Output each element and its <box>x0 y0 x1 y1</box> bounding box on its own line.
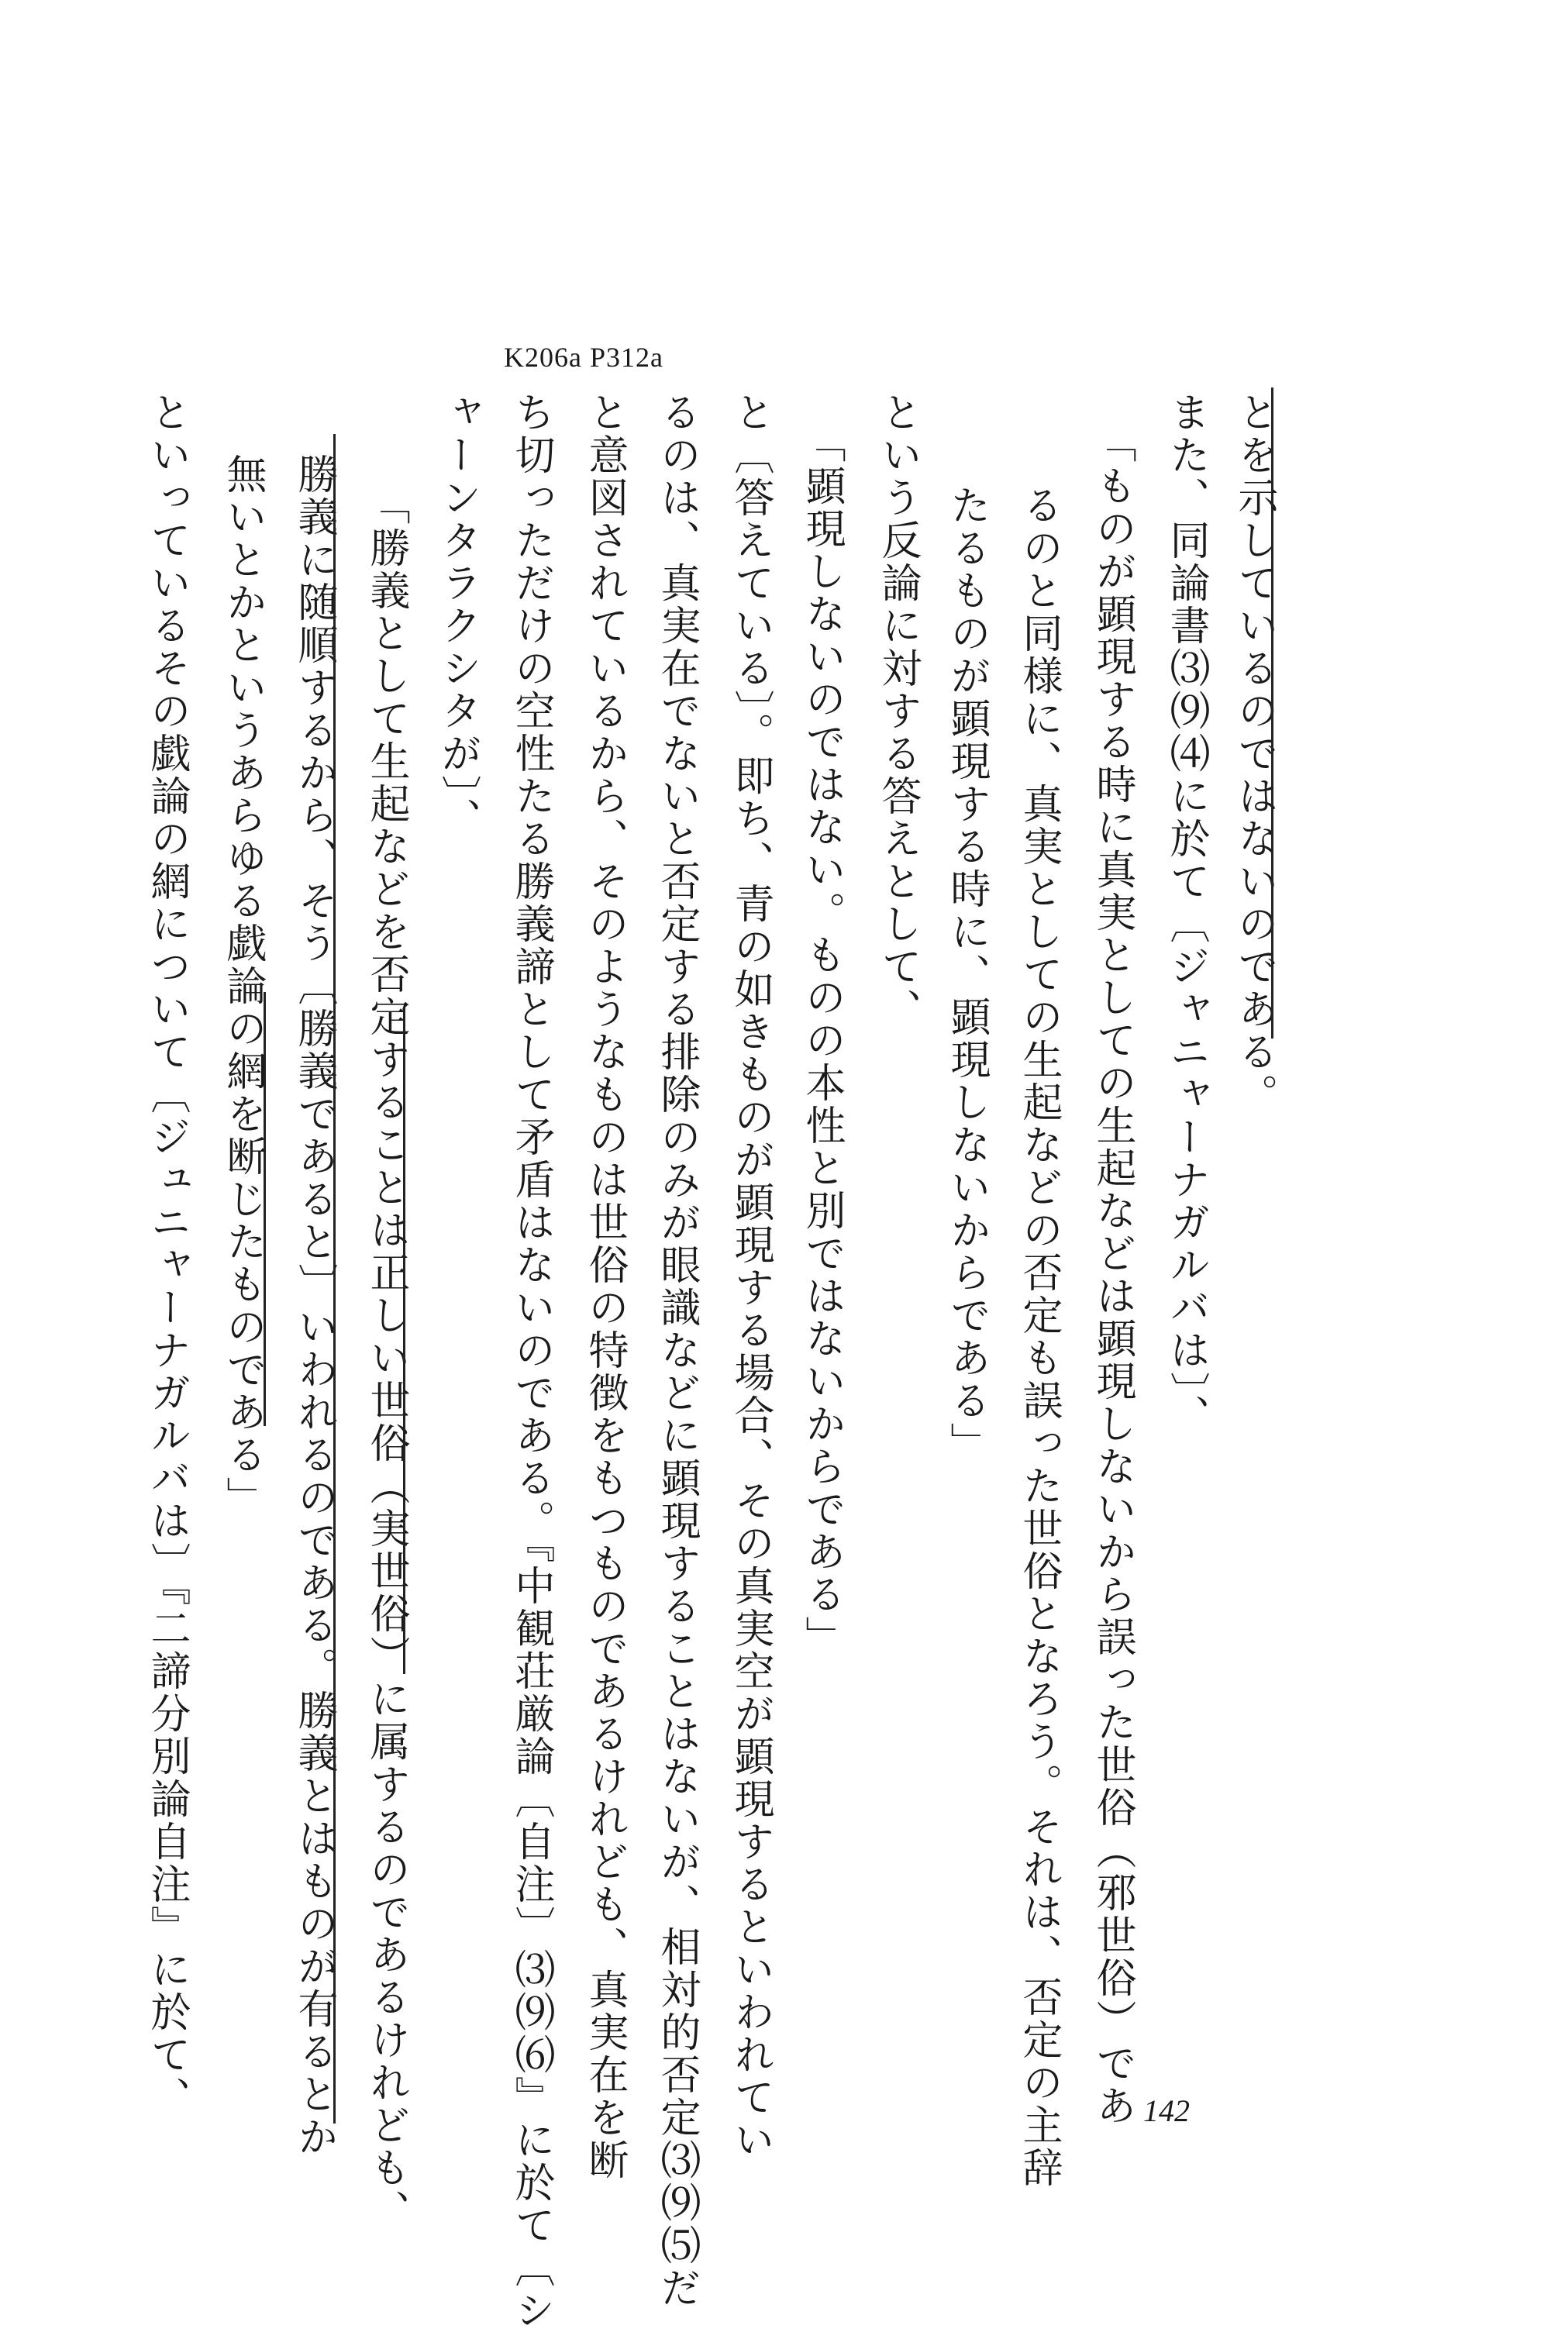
reference-header: K206a P312a <box>504 342 663 373</box>
text-column-8: と〔答えている〕。即ち、青の如きものが顕現する場合、その真実空が顕現するといわれてい <box>727 391 774 2161</box>
text-column-15: 無いとかというあらゆる戯論の網を断じたものである」 <box>219 453 266 1519</box>
text-column-3: 「ものが顕現する時に真実としての生起などは顕現しないから誤った世俗（邪世俗）であ <box>1089 422 1136 2127</box>
page-number: 142 <box>1143 2093 1190 2128</box>
text-column-2: また、同論書⑶⑼⑷に於て〔ジャニャーナガルバは〕、 <box>1163 391 1209 1437</box>
margin-line-mark <box>1271 388 1273 1039</box>
margin-line-mark <box>264 992 266 1426</box>
text-column-1: とを示しているのではないのである。 <box>1231 391 1277 1116</box>
text-column-16: といっているその戯論の網について〔ジュニャーナガルバは〕『二諦分別論自注』に於て、 <box>143 391 190 2119</box>
text-column-12: ャーンタラクシタが〕、 <box>434 391 481 840</box>
margin-line-mark <box>403 1008 405 1674</box>
text-column-5: たるものが顕現する時に、顕現しないからである」 <box>943 484 990 1465</box>
text-column-6: という反論に対する答えとして、 <box>874 391 921 1031</box>
text-column-9: るのは、真実在でないと否定する排除のみが眼識などに顕現することはないが、相対的否定⑶⑼⑸だ <box>653 391 700 2310</box>
text-column-11: ち切っただけの空性たる勝義諦として矛盾はないのである。『中観荘厳論〔自注〕⑶⑼⑹』に於て〔シ <box>508 391 554 2332</box>
margin-line-mark <box>333 434 336 2124</box>
text-column-14: 勝義に随順するから、そう〔勝義であると〕いわれるのである。勝義とはものが有るとか <box>291 453 337 2158</box>
text-column-13: 「勝義として生起などを否定することは正しい世俗（実世俗）に属するのであるけれども、 <box>363 484 409 2232</box>
text-column-10: と意図されているから、そのようなものは世俗の特徴をもつものであるけれども、真実在を断 <box>581 391 628 2182</box>
text-column-4: るのと同様に、真実としての生起などの否定も誤った世俗となろう。それは、否定の主辞 <box>1015 484 1062 2189</box>
text-column-7: 「顕現しないのではない。ものの本性と別ではないからである」 <box>798 422 845 1659</box>
